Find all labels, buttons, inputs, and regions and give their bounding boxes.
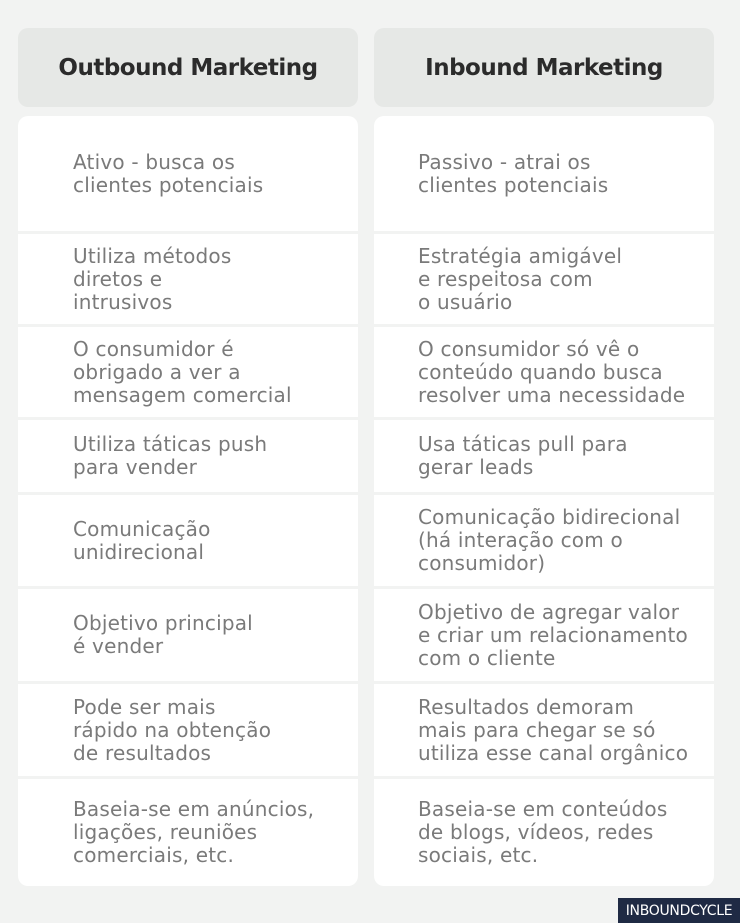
outbound-header: Outbound Marketing — [18, 28, 358, 107]
inbound-cell: Comunicação bidirecional (há interação com o consumidor) — [418, 505, 681, 575]
inbound-column — [374, 116, 714, 886]
inbound-cell: Usa táticas pull para gerar leads — [418, 432, 628, 479]
outbound-cell: Pode ser mais rápido na obtenção de resultados — [73, 694, 272, 765]
inbound-cell: Passivo - atrai os clientes potenciais — [418, 149, 609, 197]
inbound-cell: Estratégia amigável e respeitosa com o usuário — [418, 243, 623, 314]
outbound-cell: Ativo - busca os clientes potenciais — [73, 149, 264, 197]
inbound-cell: Baseia-se em conteúdos de blogs, vídeos, redes sociais, etc. — [418, 797, 668, 867]
outbound-column — [18, 116, 358, 886]
outbound-cell: Baseia-se em anúncios, ligações, reuniões comerciais, etc. — [73, 797, 315, 867]
outbound-cell: Utiliza táticas push para vender — [73, 432, 268, 479]
inboundcycle-logo: INBOUNDCYCLE — [618, 898, 740, 923]
outbound-cell: Comunicação unidirecional — [73, 516, 211, 564]
outbound-cell: Objetivo principal é vender — [73, 611, 253, 658]
inbound-cell: Resultados demoram mais para chegar se só utiliza esse canal orgânico — [418, 694, 689, 765]
outbound-cell: Utiliza métodos diretos e intrusivos — [73, 243, 232, 314]
inbound-cell: Objetivo de agregar valor e criar um relacionamento com o cliente — [418, 599, 688, 670]
outbound-cell: O consumidor é obrigado a ver a mensagem comercial — [73, 336, 292, 407]
inbound-cell: O consumidor só vê o conteúdo quando busca resolver uma necessidade — [418, 336, 686, 407]
inbound-header: Inbound Marketing — [374, 28, 714, 107]
